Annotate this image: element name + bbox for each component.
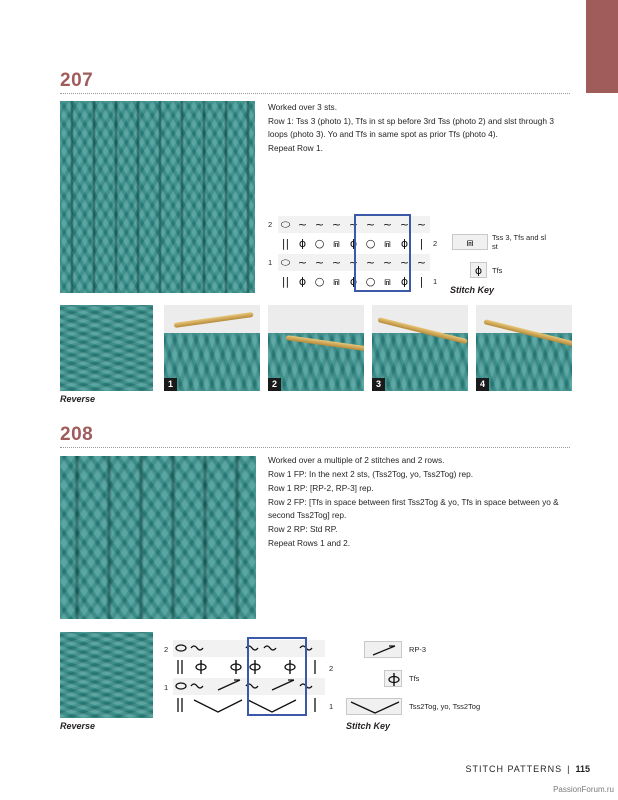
chart-symbol-edge: | <box>419 275 424 288</box>
pattern-207-stitch-key-title: Stitch Key <box>450 285 495 295</box>
chart-symbol-return: ~ <box>399 218 410 231</box>
chart-row-number: 1 <box>268 258 273 267</box>
pattern-207-instructions <box>268 101 568 156</box>
section-label: STITCH PATTERNS <box>465 764 563 774</box>
chart-symbol-tfs: ɸ <box>298 275 307 288</box>
key-symbol-tfs: ɸ <box>470 262 487 278</box>
pattern-207-divider <box>60 93 570 94</box>
chart-row-number: 2 <box>268 220 273 229</box>
chart-symbol-tss3: ⩎ <box>333 237 340 250</box>
chart-symbol-tss3: ⩎ <box>384 275 391 288</box>
chart-symbol-tss2tog <box>194 700 242 712</box>
key-label-tfs: Tfs <box>409 674 420 683</box>
chart-symbol-tfs: ɸ <box>298 237 307 250</box>
instruction-line: Repeat Rows 1 and 2. <box>268 538 351 548</box>
instruction-line: Repeat Row 1. <box>268 143 323 153</box>
instruction-line: Row 1 RP: [RP-2, RP-3] rep. <box>268 483 374 493</box>
pattern-207-reverse-photo <box>60 305 153 391</box>
photo-number: 3 <box>372 378 385 391</box>
chart-symbol-tfs: ɸ <box>400 237 409 250</box>
instruction-line: Worked over 3 sts. <box>268 102 338 112</box>
key-symbol-tss2tog-glyph <box>347 699 403 716</box>
watermark: PassionForum.ru <box>553 785 614 794</box>
chart-symbol-return: ~ <box>297 256 308 269</box>
chart-symbol-return: ~ <box>348 256 359 269</box>
chart-row-number: 1 <box>329 702 334 711</box>
crochet-hook <box>174 312 254 328</box>
chart-symbol-tfs: ɸ <box>349 237 358 250</box>
chart-row-number: 2 <box>433 239 438 248</box>
chart-symbol-return: ~ <box>416 256 427 269</box>
process-photo-3 <box>372 305 468 391</box>
pattern-208-number: 208 <box>60 424 94 445</box>
instruction-line: Row 1 FP: In the next 2 sts, (Tss2Tog, yo, Tss2Tog) rep. <box>268 469 474 479</box>
pattern-207-reverse-label: Reverse <box>60 394 96 404</box>
photo-fabric <box>164 333 260 391</box>
instruction-line: Row 2 RP: Std RP. <box>268 524 338 534</box>
key-label-tfs: Tfs <box>492 266 503 275</box>
chart-symbol-tss3: ⩎ <box>384 237 391 250</box>
chart-symbol-chain: ⬭ <box>280 256 291 269</box>
page-number: 115 <box>575 764 590 774</box>
chart-symbol-return: ~ <box>399 256 410 269</box>
chart-symbol-edge: || <box>281 237 290 250</box>
photo-fabric <box>372 333 468 391</box>
chart-symbol-tfs <box>231 660 241 674</box>
chart-symbol-yo: ○ <box>365 275 376 288</box>
chart-row-number: 1 <box>164 683 169 692</box>
key-label-tss3-tfs-slst: Tss 3, Tfs and sl st <box>492 233 547 251</box>
chart-symbol-return: ~ <box>314 218 325 231</box>
pattern-208-reverse-label: Reverse <box>60 721 96 731</box>
section-tab-marker <box>586 0 618 93</box>
photo-number: 4 <box>476 378 489 391</box>
chart-symbol-tfs <box>196 660 206 674</box>
chart-row-number: 2 <box>164 645 169 654</box>
chart-symbol-return: ~ <box>331 256 342 269</box>
process-photo-2 <box>268 305 364 391</box>
chart-symbol-return: ~ <box>297 218 308 231</box>
key-symbol-tss3-tfs-slst: ⩎ <box>452 234 488 250</box>
pattern-208-reverse-photo <box>60 632 153 718</box>
pattern-208-swatch-photo <box>60 456 256 619</box>
chart-symbol-return: ~ <box>348 218 359 231</box>
key-symbol-tfs-glyph <box>385 671 403 688</box>
instruction-line: Worked over a multiple of 2 stitches and 2 rows. <box>268 455 445 465</box>
pattern-208-divider <box>60 447 570 448</box>
chart-symbol-tfs: ɸ <box>349 275 358 288</box>
chart-symbol-chain: ⬭ <box>280 218 291 231</box>
process-photo-4 <box>476 305 572 391</box>
instruction-line: Row 1: Tss 3 (photo 1), Tfs in st sp before 3rd Tss (photo 2) and slst through 3 loops (photo 3). Yo and Tfs in same spot as prior Tfs (photo 4). <box>268 116 554 139</box>
chart-symbol-tss3: ⩎ <box>333 275 340 288</box>
chart-208-grid <box>160 636 345 718</box>
pattern-207-swatch-photo <box>60 101 255 293</box>
chart-symbol-return: ~ <box>365 218 376 231</box>
chart-symbol-yo: ○ <box>365 237 376 250</box>
chart-symbol-tss2tog <box>248 700 296 712</box>
chart-symbol-return: ~ <box>382 218 393 231</box>
pattern-208-stitch-key-title: Stitch Key <box>346 721 391 731</box>
footer-separator: | <box>567 764 571 774</box>
pattern-208-chart <box>160 636 345 718</box>
page-footer <box>465 764 590 774</box>
photo-number: 2 <box>268 378 281 391</box>
key-symbol-rp3-glyph <box>365 642 403 659</box>
key-label-tss2tog: Tss2Tog, yo, Tss2Tog <box>409 702 481 711</box>
process-photo-1 <box>164 305 260 391</box>
pattern-207-chart <box>266 214 446 294</box>
chart-symbol-edge: || <box>281 275 290 288</box>
photo-number: 1 <box>164 378 177 391</box>
chart-symbol-tfs <box>285 660 295 674</box>
instruction-line: Row 2 FP: [Tfs in space between first Tss2Tog & yo, Tfs in space between yo & second Tss2Tog] rep. <box>268 497 559 520</box>
chart-row-number: 1 <box>433 277 438 286</box>
key-symbol-tss2tog <box>346 698 402 715</box>
chart-symbol-tfs: ɸ <box>400 275 409 288</box>
key-symbol-rp3 <box>364 641 402 658</box>
key-label-rp3: RP-3 <box>409 645 427 654</box>
pattern-208-instructions <box>268 454 568 551</box>
chart-symbol-yo: ○ <box>314 275 325 288</box>
chart-symbol-yo: ○ <box>314 237 325 250</box>
key-symbol-tfs <box>384 670 402 687</box>
chart-symbol-edge: | <box>419 237 424 250</box>
chart-symbol-return: ~ <box>314 256 325 269</box>
chart-symbol-return: ~ <box>382 256 393 269</box>
chart-symbol-return: ~ <box>416 218 427 231</box>
chart-repeat-highlight <box>354 214 411 292</box>
chart-symbol-return: ~ <box>331 218 342 231</box>
chart-row-number: 2 <box>329 664 334 673</box>
chart-symbol-tfs <box>250 660 260 674</box>
pattern-207-number: 207 <box>60 70 94 91</box>
chart-symbol-return: ~ <box>365 256 376 269</box>
